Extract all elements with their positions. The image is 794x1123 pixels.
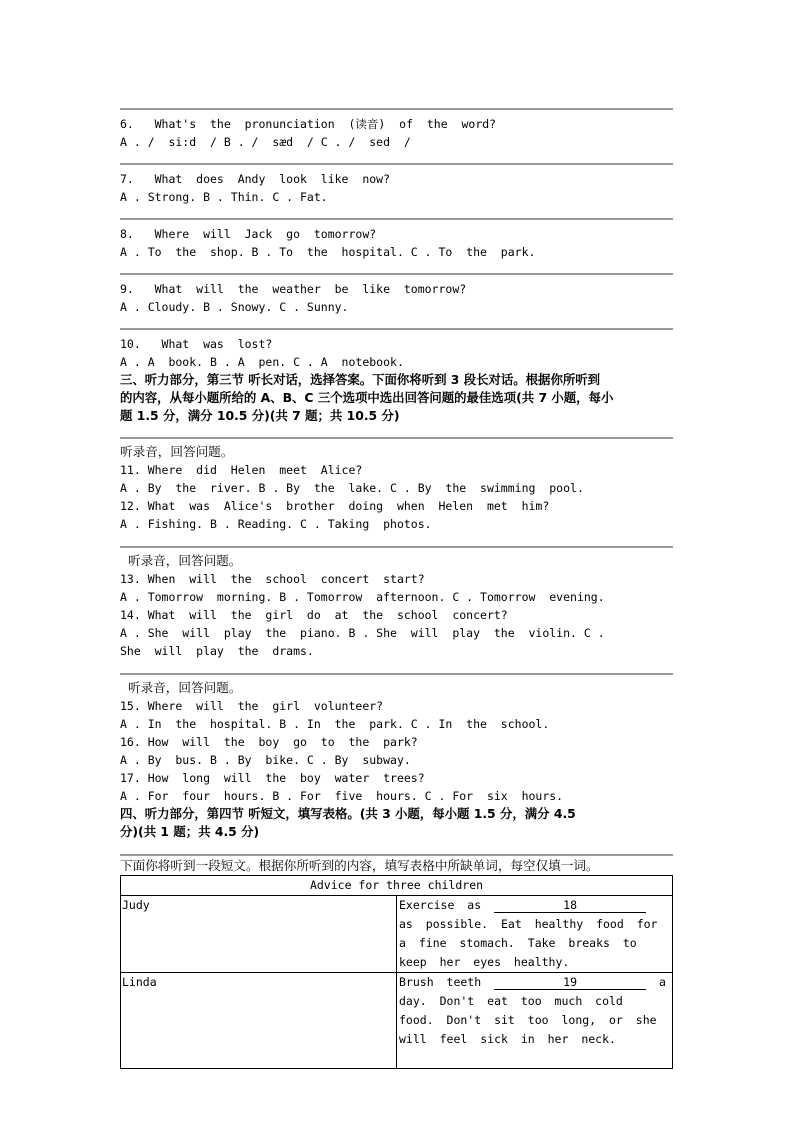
question-10: 10. What was lost? [120, 337, 273, 351]
section-3-line-3: 题 1.5 分，满分 10.5 分)(共 7 题；共 10.5 分) [120, 408, 400, 423]
question-6-options: A . / si:d / B . / sæd / C . / sed / [120, 135, 411, 149]
advice-table [120, 875, 673, 1069]
question-13: 13. When will the school concert start? [120, 572, 425, 586]
row-name-linda: Linda [121, 973, 397, 1069]
question-7: 7. What does Andy look like now? [120, 172, 391, 186]
question-17: 17. How long will the boy water trees? [120, 771, 425, 785]
question-14-options: A . She will play the piano. B . She will play the violin. C . [120, 626, 605, 640]
row-advice-linda [397, 973, 673, 1069]
row-advice-judy [397, 896, 673, 973]
question-9: 9. What will the weather be like tomorrow? [120, 282, 467, 296]
listen-instruction: 听录音，回答问题。 [120, 444, 234, 459]
question-8-options: A . To the shop. B . To the hospital. C . To the park. [120, 245, 536, 259]
question-15-options: A . In the hospital. B . In the park. C . In the school. [120, 717, 550, 731]
question-16: 16. How will the boy go to the park? [120, 735, 418, 749]
advice-text: a day. Don't eat too much cold food. Don't sit too long, or she will feel sick in her neck. [399, 975, 666, 1046]
question-11: 11. Where did Helen meet Alice? [120, 463, 363, 477]
question-16-options: A . By bus. B . By bike. C . By subway. [120, 753, 411, 767]
answer-blank-19[interactable]: 19 [494, 975, 646, 990]
question-11-options: A . By the river. B . By the lake. C . By the swimming pool. [120, 481, 584, 495]
question-13-options: A . Tomorrow morning. B . Tomorrow afternoon. C . Tomorrow evening. [120, 590, 605, 604]
section-3-heading [120, 371, 673, 425]
question-10-options: A . A book. B . A pen. C . A notebook. [120, 355, 404, 369]
section-4-line-1: 四、听力部分，第四节 听短文，填写表格。(共 3 小题，每小题 1.5 分，满分 4.5 [120, 806, 576, 821]
question-6: 6. What's the pronunciation (读音) of the word? [120, 117, 497, 131]
listen-instruction: 听录音，回答问题。 [120, 680, 242, 695]
question-9-options: A . Cloudy. B . Snowy. C . Sunny. [120, 300, 349, 314]
question-12: 12. What was Alice's brother doing when Helen met him? [120, 499, 550, 513]
table-instruction: 下面你将听到一段短文。根据你所听到的内容，填写表格中所缺单词，每空仅填一词。 [120, 858, 599, 873]
advice-text: Exercise as [399, 898, 482, 912]
question-14: 14. What will the girl do at the school concert? [120, 608, 508, 622]
question-15: 15. Where will the girl volunteer? [120, 699, 384, 713]
section-4-line-2: 分)(共 1 题；共 4.5 分) [120, 824, 260, 839]
question-14-options-continued: She will play the drams. [120, 644, 314, 658]
section-3-line-2: 的内容，从每小题所给的 A、B、C 三个选项中选出回答问题的最佳选项(共 7 小题，每小 [120, 390, 614, 405]
document-page [120, 0, 673, 1069]
section-3-line-1: 三、听力部分，第三节 听长对话，选择答案。下面你将听到 3 段长对话。根据你所听到 [120, 372, 601, 387]
question-12-options: A . Fishing. B . Reading. C . Taking photos. [120, 517, 432, 531]
answer-blank-18[interactable]: 18 [494, 898, 646, 913]
question-17-options: A . For four hours. B . For five hours. C . For six hours. [120, 789, 564, 803]
table-header: Advice for three children [121, 876, 673, 896]
question-7-options: A . Strong. B . Thin. C . Fat. [120, 190, 328, 204]
advice-text: Brush teeth [399, 975, 482, 989]
question-8: 8. Where will Jack go tomorrow? [120, 227, 377, 241]
row-name-judy: Judy [121, 896, 397, 973]
advice-text: as possible. Eat healthy food for a fine stomach. Take breaks to keep her eyes healthy. [399, 917, 658, 969]
listen-instruction: 听录音，回答问题。 [120, 553, 242, 568]
section-4-heading [120, 805, 673, 841]
